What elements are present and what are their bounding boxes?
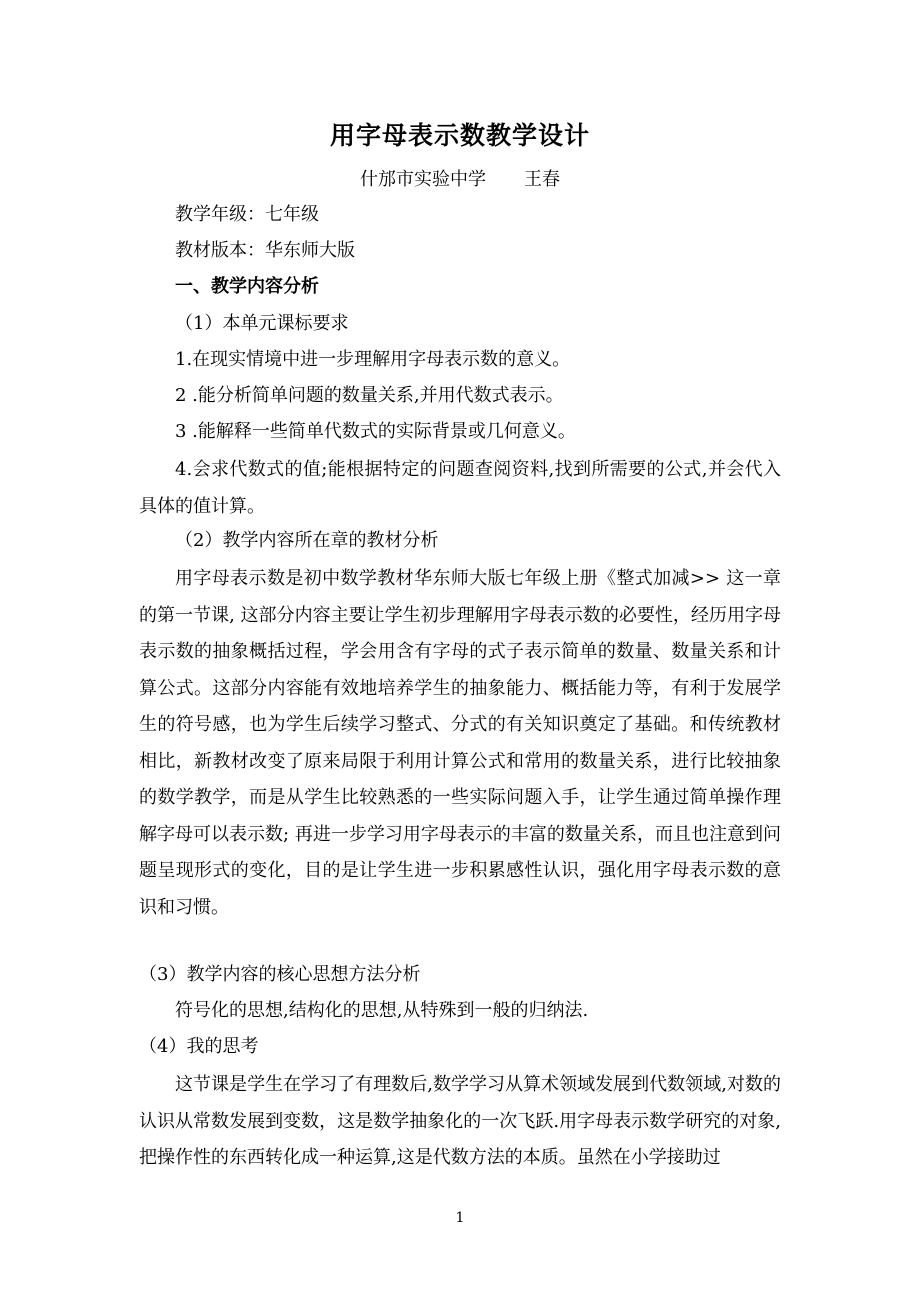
sub3-heading: （3）教学内容的核心思想方法分析	[139, 964, 421, 985]
requirement-1: 1.在现实情境中进一步理解用字母表示数的意义。	[175, 349, 571, 370]
requirement-3: 3 .能解释一些简单代数式的实际背景或几何意义。	[175, 421, 576, 442]
school-name: 什邡市实验中学	[360, 169, 486, 190]
document-title: 用字母表示数教学设计	[329, 121, 590, 150]
requirement-2: 2 .能分析简单问题的数量关系,并用代数式表示。	[175, 385, 564, 406]
sub3-text: 符号化的思想,结构化的思想,从特殊到一般的归纳法.	[175, 1000, 589, 1021]
author-name: 王春	[524, 169, 560, 190]
grade-line: 教学年级：七年级	[175, 204, 319, 225]
edition-line: 教材版本：华东师大版	[175, 240, 355, 261]
sub4-paragraph: 这节课是学生在学习了有理数后,数学学习从算术领域发展到代数领域,对数的认识从常数发展到变数，这是数学抽象化的一次飞跃.用字母表示数学研究的对象,把操作性的东西转化成一种运算,这是代数方法的本质。虽然在小学接助过	[139, 1074, 781, 1168]
sub2-paragraph: 用字母表示数是初中数学教材华东师大版七年级上册《整式加减>> 这一章的第一节课, 这部分内容主要让学生初步理解用字母表示数的必要性，经历用字母表示数的抽象概括过程，学会用含有字母的式子表示简单的数量、数量关系和计算公式。这部分内容能有效地培养学生的抽象能力、概括能力等，有利于发展学生的符号感，也为学生后续学习整式、分式的有关知识奠定了基础。和传统教材相比，新教材改变了原来局限于利用计算公式和常用的数量关系，进行比较抽象的数学教学，而是从学生比较熟悉的一些实际问题入手，让学生通过简单操作理解字母可以表示数; 再进一步学习用字母表示的丰富的数量关系，而且也注意到问题呈现形式的变化，目的是让学生进一步积累感性认识，强化用字母表示数的意识和习惯。	[139, 568, 781, 918]
section1-heading: 一、教学内容分析	[175, 276, 319, 297]
sub2-heading: （2）教学内容所在章的教材分析	[175, 530, 439, 551]
sub1-heading: （1）本单元课标要求	[175, 313, 349, 334]
page-number: 1	[455, 1210, 465, 1226]
sub4-heading: （4）我的思考	[139, 1036, 259, 1057]
requirement-4: 4.会求代数式的值;能根据特定的问题查阅资料,找到所需要的公式,并会代入具体的值计算。	[139, 459, 781, 517]
author-line	[0, 165, 920, 195]
